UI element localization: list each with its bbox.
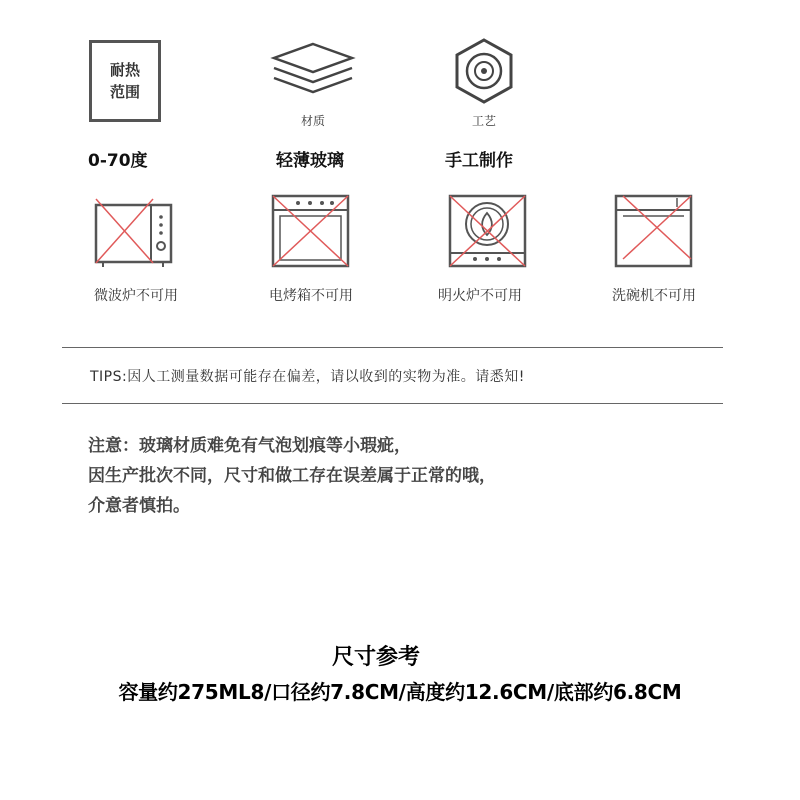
heat-range-box bbox=[89, 40, 161, 122]
oven-label: 电烤箱不可用 bbox=[269, 288, 353, 304]
note-line-2: 因生产批次不同，尺寸和做工存在误差属于正常的哦， bbox=[88, 466, 496, 486]
note-line-1: 注意：玻璃材质难免有气泡划痕等小瑕疵， bbox=[88, 436, 411, 456]
craft-value: 手工制作 bbox=[445, 151, 513, 171]
heat-range-line-1: 耐热 bbox=[109, 61, 140, 79]
material-caption: 材质 bbox=[300, 114, 325, 128]
dishwasher-icon bbox=[613, 193, 695, 269]
tips-text: TIPS:因人工测量数据可能存在偏差，请以收到的实物为准。请悉知! bbox=[90, 369, 525, 385]
tips-bottom-divider bbox=[62, 403, 723, 404]
material-value: 轻薄玻璃 bbox=[276, 151, 344, 171]
microwave-icon bbox=[93, 193, 175, 269]
dishwasher-label: 洗碗机不可用 bbox=[612, 288, 696, 304]
layers-icon bbox=[268, 40, 358, 102]
microwave-label: 微波炉不可用 bbox=[94, 288, 178, 304]
size-title: 尺寸参考 bbox=[331, 645, 420, 670]
tips-top-divider bbox=[62, 347, 723, 348]
gas-stove-icon bbox=[447, 193, 529, 269]
note-line-3: 介意者慎拍。 bbox=[88, 496, 190, 516]
gas-stove-label: 明火炉不可用 bbox=[438, 288, 522, 304]
hexagon-craft-icon bbox=[449, 36, 519, 106]
oven-icon bbox=[270, 193, 352, 269]
heat-range-value: 0-70度 bbox=[88, 151, 148, 171]
size-details: 容量约275ML8/口径约7.8CM/高度约12.6CM/底部约6.8CM bbox=[118, 680, 682, 704]
heat-range-line-2: 范围 bbox=[109, 83, 140, 101]
craft-caption: 工艺 bbox=[471, 114, 496, 128]
